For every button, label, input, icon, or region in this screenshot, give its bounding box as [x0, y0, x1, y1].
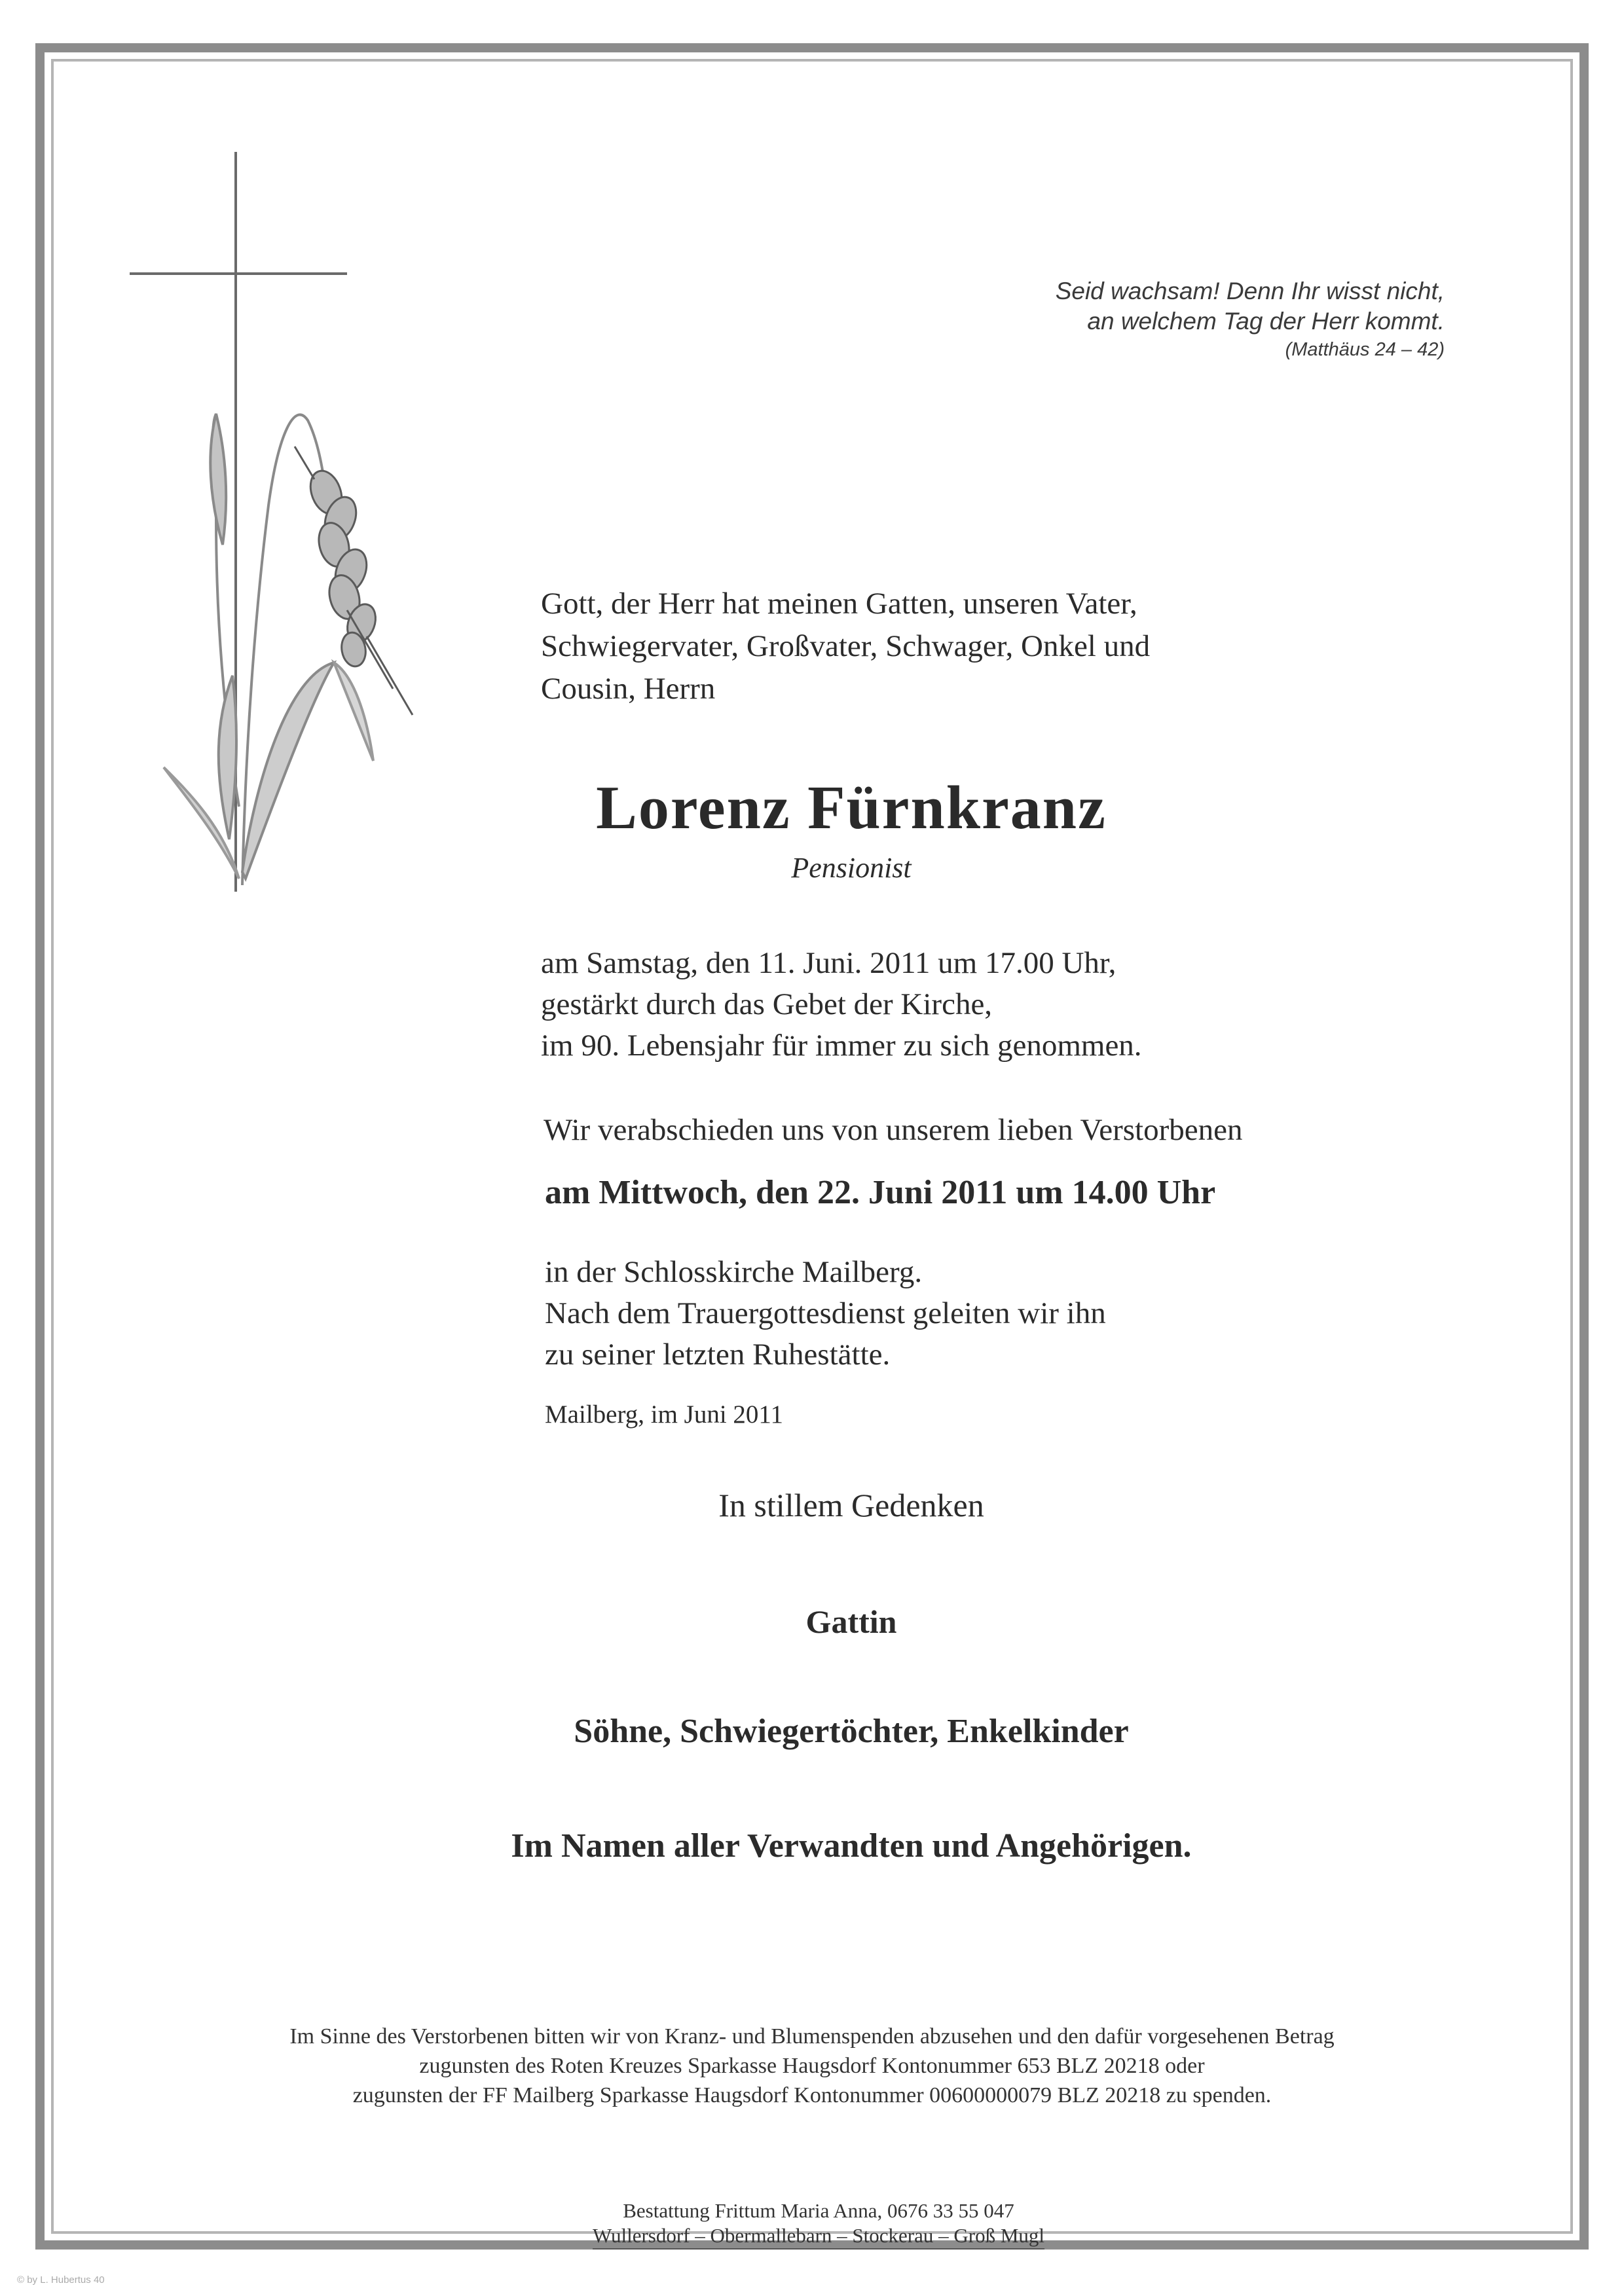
intro-line-1: Gott, der Herr hat meinen Gatten, unseren Vater, [541, 587, 1137, 621]
service-details [545, 1252, 1331, 1376]
donation-request [118, 2022, 1506, 2110]
death-line-3: im 90. Lebensjahr für immer zu sich genommen. [541, 1029, 1142, 1063]
deceased-name: Lorenz Fürnkranz [596, 774, 1107, 842]
farewell-intro: Wir verabschieden uns von unserem lieben Verstorbenen [544, 1113, 1243, 1147]
deceased-occupation: Pensionist [791, 852, 912, 884]
service-line-2: Nach dem Trauergottesdienst geleiten wir ihn [545, 1296, 1106, 1330]
death-line-2: gestärkt durch das Gebet der Kirche, [541, 987, 993, 1021]
intro-line-3: Cousin, Herrn [541, 672, 716, 706]
quote-line-2: an welchem Tag der Herr kommt. [1087, 308, 1445, 335]
spouse-line: Gattin [805, 1603, 897, 1640]
intro-line-2: Schwiegervater, Großvater, Schwager, Onkel und [541, 629, 1151, 663]
undertaker-name: Bestattung Frittum Maria Anna, 0676 33 55 047 [623, 2199, 1014, 2222]
quote-line-1: Seid wachsam! Denn Ihr wisst nicht, [1055, 278, 1445, 304]
place-date: Mailberg, im Juni 2011 [545, 1400, 783, 1429]
intro-text [541, 583, 1327, 710]
bible-quote [786, 276, 1445, 363]
death-notice [541, 943, 1327, 1066]
undertaker-info [0, 2198, 1624, 2250]
service-line-3: zu seiner letzten Ruhestätte. [545, 1338, 891, 1372]
service-line-1: in der Schlosskirche Mailberg. [545, 1255, 923, 1289]
undertaker-locations: Wullersdorf – Obermallebarn – Stockerau – Groß Mugl [593, 2223, 1044, 2250]
relatives-line: Im Namen aller Verwandten und Angehörigen. [511, 1827, 1192, 1865]
donation-line-3: zugunsten der FF Mailberg Sparkasse Haugsdorf Kontonummer 00600000079 BLZ 20218 zu spenden. [352, 2083, 1272, 2107]
remembrance-line: In stillem Gedenken [718, 1487, 984, 1523]
copyright-note: © by L. Hubertus 40 [17, 2274, 105, 2286]
quote-source: (Matthäus 24 – 42) [1285, 339, 1445, 360]
donation-line-2: zugunsten des Roten Kreuzes Sparkasse Haugsdorf Kontonummer 653 BLZ 20218 oder [419, 2054, 1205, 2078]
family-line: Söhne, Schwiegertöchter, Enkelkinder [574, 1713, 1129, 1750]
donation-line-1: Im Sinne des Verstorbenen bitten wir von Kranz- und Blumenspenden abzusehen und den dafür vorgesehenen Betrag [289, 2024, 1335, 2049]
farewell-date: am Mittwoch, den 22. Juni 2011 um 14.00 Uhr [545, 1174, 1216, 1211]
death-line-1: am Samstag, den 11. Juni. 2011 um 17.00 Uhr, [541, 946, 1116, 980]
